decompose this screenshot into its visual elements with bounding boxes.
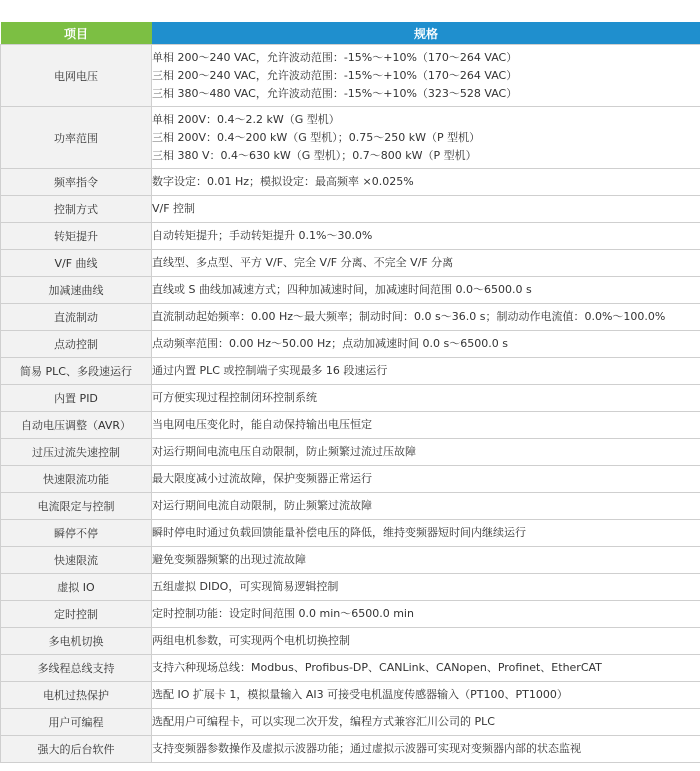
row-item-label: 控制方式: [1, 196, 152, 223]
spec-line: 选配 IO 扩展卡 1，模拟量输入 AI3 可接受电机温度传感器输入（PT100、PT1000）: [152, 688, 568, 701]
spec-line: 三相 380 V：0.4～630 kW（G 型机）；0.7～800 kW（P 型机）: [152, 148, 477, 162]
row-item-label: 定时控制: [1, 601, 152, 628]
row-spec-cell: [152, 107, 700, 169]
table-row: [1, 223, 700, 250]
row-item-label: 强大的后台软件: [1, 736, 152, 763]
spec-line: 数字设定：0.01 Hz；模拟设定：最高频率 ×0.025%: [152, 175, 414, 188]
spec-line: 三相 200V：0.4～200 kW（G 型机）；0.75～250 kW（P 型机）: [152, 130, 481, 144]
spec-table: [0, 22, 700, 763]
spec-line: 三相 380～480 VAC，允许波动范围：-15%～+10%（323～528 VAC）: [152, 86, 518, 100]
row-item-label: 直流制动: [1, 304, 152, 331]
row-item-label: 用户可编程: [1, 709, 152, 736]
row-spec-cell: [152, 655, 700, 682]
row-spec-cell: [152, 709, 700, 736]
row-item-label: 快速限流功能: [1, 466, 152, 493]
row-item-label: 功率范围: [1, 107, 152, 169]
row-spec-cell: [152, 628, 700, 655]
row-item-label: 电流限定与控制: [1, 493, 152, 520]
table-body: [1, 45, 700, 763]
spec-line: 当电网电压变化时，能自动保持输出电压恒定: [152, 418, 372, 431]
row-spec-cell: [152, 223, 700, 250]
spec-line: 选配用户可编程卡，可以实现二次开发，编程方式兼容汇川公司的 PLC: [152, 715, 495, 728]
table-row: [1, 574, 700, 601]
table-row: [1, 655, 700, 682]
row-item-label: 瞬停不停: [1, 520, 152, 547]
row-item-label: 电机过热保护: [1, 682, 152, 709]
table-row: [1, 385, 700, 412]
table-header-row: [1, 22, 700, 45]
row-item-label: 频率指令: [1, 169, 152, 196]
spec-line: 点动频率范围：0.00 Hz～50.00 Hz；点动加减速时间 0.0 s～6500.0 s: [152, 337, 509, 350]
row-item-label: 多线程总线支持: [1, 655, 152, 682]
row-spec-cell: [152, 277, 700, 304]
row-item-label: 加减速曲线: [1, 277, 152, 304]
spec-line: 对运行期间电流自动限制，防止频繁过流故障: [152, 499, 372, 512]
row-spec-cell: [152, 45, 700, 107]
spec-line: 直线或 S 曲线加减速方式；四种加减速时间，加减速时间范围 0.0～6500.0 s: [152, 283, 532, 296]
spec-line: 五组虚拟 DIDO，可实现简易逻辑控制: [152, 580, 339, 593]
spec-line: 自动转矩提升；手动转矩提升 0.1%～30.0%: [152, 229, 373, 242]
spec-line: 直流制动起始频率：0.00 Hz～最大频率；制动时间：0.0 s～36.0 s；制动动作电流值：0.0%～100.0%: [152, 310, 666, 323]
spec-line: V/F 控制: [152, 202, 196, 215]
spec-line: 对运行期间电流电压自动限制，防止频繁过流过压故障: [152, 445, 416, 458]
row-item-label: 内置 PID: [1, 385, 152, 412]
row-spec-cell: [152, 601, 700, 628]
spec-line: 可方便实现过程控制闭环控制系统: [152, 391, 317, 404]
table-row: [1, 169, 700, 196]
spec-line: 通过内置 PLC 或控制端子实现最多 16 段速运行: [152, 364, 388, 377]
row-item-label: 虚拟 IO: [1, 574, 152, 601]
spec-line: 单相 200V：0.4～2.2 kW（G 型机）: [152, 112, 340, 126]
header-spec: 规格: [152, 22, 700, 45]
row-item-label: 简易 PLC、多段速运行: [1, 358, 152, 385]
row-spec-cell: [152, 439, 700, 466]
spec-line: 三相 200～240 VAC，允许波动范围：-15%～+10%（170～264 VAC）: [152, 68, 518, 82]
row-spec-cell: [152, 331, 700, 358]
table-row: [1, 493, 700, 520]
row-item-label: 电网电压: [1, 45, 152, 107]
table-row: [1, 304, 700, 331]
table-row: [1, 412, 700, 439]
row-item-label: 快速限流: [1, 547, 152, 574]
row-spec-cell: [152, 250, 700, 277]
spec-line: 支持六种现场总线：Modbus、Profibus-DP、CANLink、CANopen、Profinet、EtherCAT: [152, 661, 602, 674]
row-spec-cell: [152, 574, 700, 601]
table-row: [1, 628, 700, 655]
row-spec-cell: [152, 493, 700, 520]
spec-line: 瞬时停电时通过负载回馈能量补偿电压的降低，维持变频器短时间内继续运行: [152, 526, 526, 539]
row-spec-cell: [152, 385, 700, 412]
row-spec-cell: [152, 466, 700, 493]
table-row: [1, 466, 700, 493]
spec-line: 两组电机参数，可实现两个电机切换控制: [152, 634, 350, 647]
row-item-label: 过压过流失速控制: [1, 439, 152, 466]
row-item-label: V/F 曲线: [1, 250, 152, 277]
table-row: [1, 277, 700, 304]
spec-line: 直线型、多点型、平方 V/F、完全 V/F 分离、不完全 V/F 分离: [152, 256, 454, 269]
table-row: [1, 709, 700, 736]
table-row: [1, 736, 700, 763]
table-row: [1, 358, 700, 385]
spec-line: 支持变频器参数操作及虚拟示波器功能；通过虚拟示波器可实现对变频器内部的状态监视: [152, 742, 581, 755]
row-item-label: 自动电压调整（AVR）: [1, 412, 152, 439]
row-spec-cell: [152, 358, 700, 385]
spec-line: 避免变频器频繁的出现过流故障: [152, 553, 306, 566]
table-row: [1, 601, 700, 628]
table-row: [1, 520, 700, 547]
row-spec-cell: [152, 736, 700, 763]
table-row: [1, 250, 700, 277]
table-row: [1, 107, 700, 169]
header-item: 项目: [1, 22, 152, 45]
row-spec-cell: [152, 547, 700, 574]
spec-line: 单相 200～240 VAC，允许波动范围：-15%～+10%（170～264 VAC）: [152, 50, 518, 64]
row-spec-cell: [152, 682, 700, 709]
row-spec-cell: [152, 412, 700, 439]
row-spec-cell: [152, 520, 700, 547]
table-row: [1, 196, 700, 223]
table-row: [1, 682, 700, 709]
row-item-label: 转矩提升: [1, 223, 152, 250]
spec-line: 最大限度减小过流故障，保护变频器正常运行: [152, 472, 372, 485]
table-row: [1, 547, 700, 574]
table-row: [1, 331, 700, 358]
row-spec-cell: [152, 304, 700, 331]
row-spec-cell: [152, 196, 700, 223]
row-item-label: 点动控制: [1, 331, 152, 358]
table-row: [1, 45, 700, 107]
row-spec-cell: [152, 169, 700, 196]
spec-line: 定时控制功能：设定时间范围 0.0 min～6500.0 min: [152, 607, 414, 620]
row-item-label: 多电机切换: [1, 628, 152, 655]
table-row: [1, 439, 700, 466]
